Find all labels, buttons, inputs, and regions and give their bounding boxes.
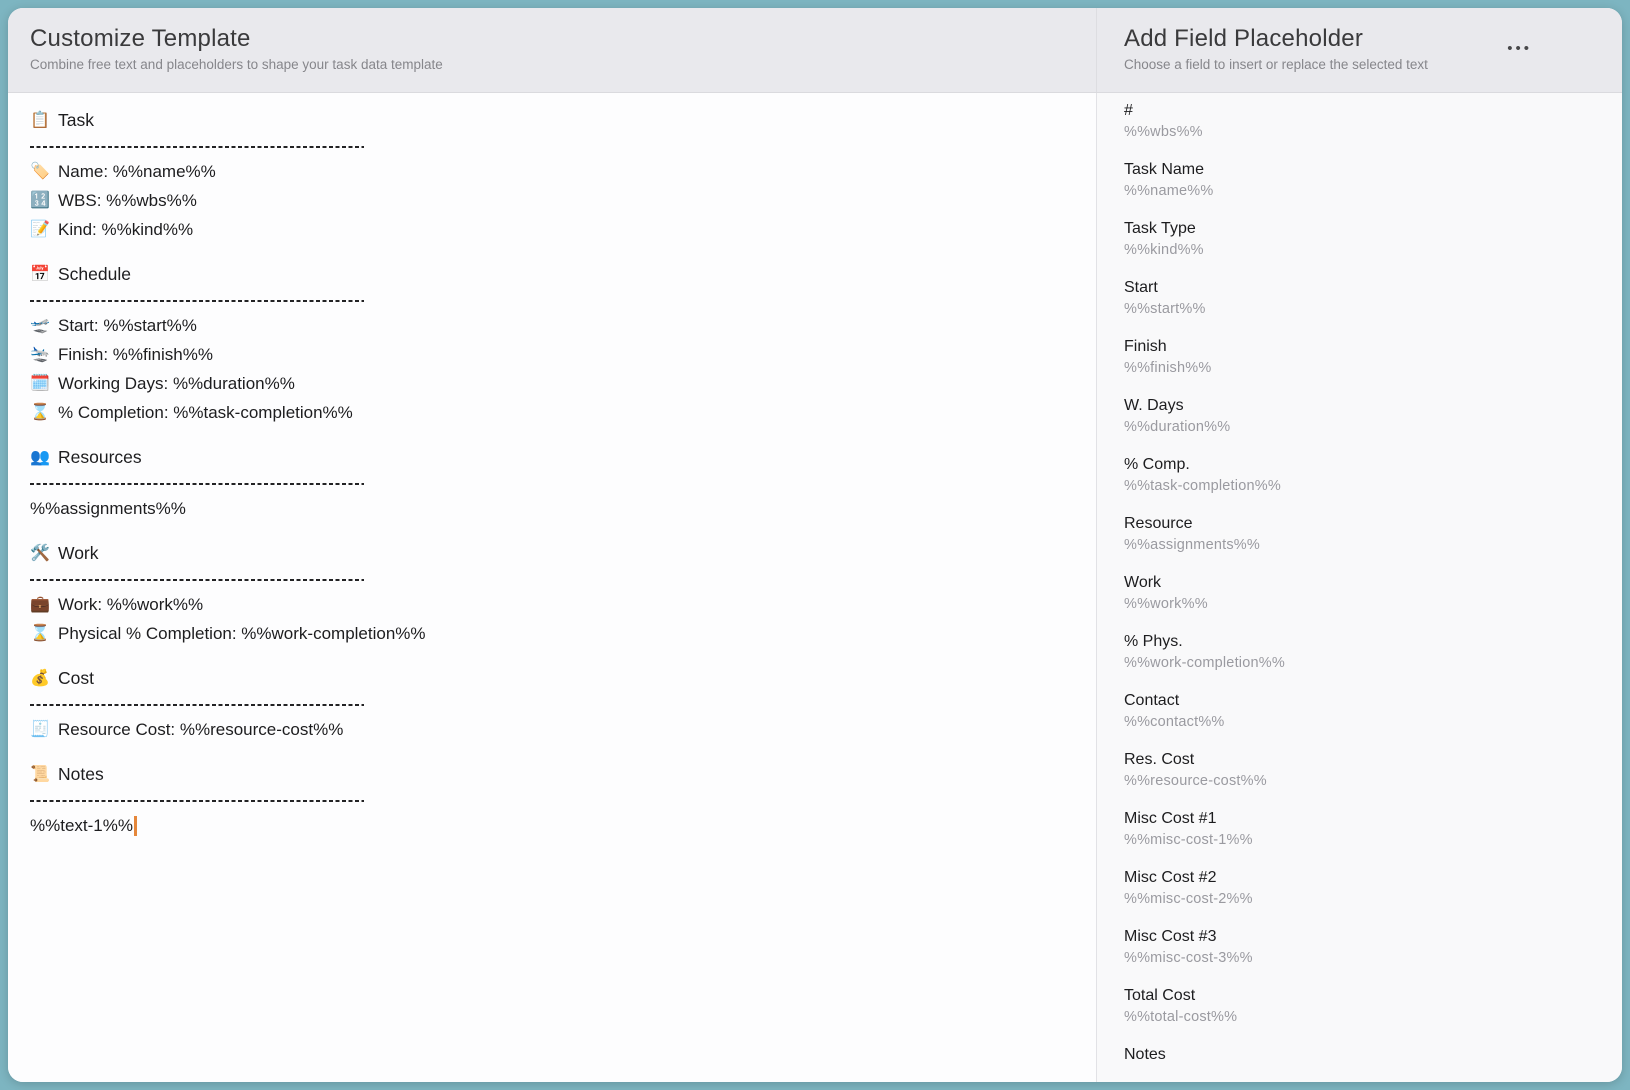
field-panel-subtitle: Choose a field to insert or replace the selected text bbox=[1124, 57, 1428, 72]
separator-line bbox=[30, 569, 1076, 590]
more-options-button[interactable]: ••• bbox=[1503, 41, 1536, 57]
line-text: Resource Cost: %%resource-cost%% bbox=[58, 719, 344, 739]
right-panel-header bbox=[1097, 8, 1622, 92]
field-placeholder-token: %%duration%% bbox=[1124, 419, 1231, 435]
field-label: Misc Cost #1 bbox=[1124, 810, 1217, 827]
field-item[interactable] bbox=[1124, 572, 1606, 615]
briefcase-icon: 💼 bbox=[30, 595, 50, 613]
line-text: Work: %%work%% bbox=[58, 594, 204, 614]
dialog-body bbox=[8, 93, 1622, 1082]
field-placeholder-token: %%misc-cost-3%% bbox=[1124, 950, 1253, 966]
dashed-rule bbox=[30, 579, 364, 581]
field-placeholder-token: %%assignments%% bbox=[1124, 537, 1260, 553]
money-bag-icon: 💰 bbox=[30, 669, 50, 687]
line-text: Name: %%name%% bbox=[58, 161, 216, 181]
line-text: Notes bbox=[58, 764, 104, 784]
field-item[interactable] bbox=[1124, 867, 1606, 910]
hammer-and-wrench-icon: 🛠️ bbox=[30, 544, 50, 562]
template-line bbox=[30, 715, 1076, 744]
field-item[interactable] bbox=[1124, 218, 1606, 261]
hourglass-icon: ⌛ bbox=[30, 624, 50, 642]
field-placeholder-token: %%start%% bbox=[1124, 301, 1206, 317]
hourglass-icon: ⌛ bbox=[30, 403, 50, 421]
field-placeholder-token: %%total-cost%% bbox=[1124, 1009, 1238, 1025]
line-text: Cost bbox=[58, 668, 94, 688]
template-line bbox=[30, 398, 1076, 427]
field-panel-title: Add Field Placeholder bbox=[1124, 25, 1364, 52]
field-label: Res. Cost bbox=[1124, 751, 1195, 768]
field-label: Task Name bbox=[1124, 161, 1205, 178]
field-label: % Comp. bbox=[1124, 456, 1190, 473]
spiral-calendar-icon: 🗓️ bbox=[30, 374, 50, 392]
separator-line bbox=[30, 473, 1076, 494]
template-line bbox=[30, 619, 1076, 648]
separator-line bbox=[30, 290, 1076, 311]
dashed-rule bbox=[30, 300, 364, 302]
separator-line bbox=[30, 694, 1076, 715]
template-line bbox=[30, 186, 1076, 215]
field-item[interactable] bbox=[1124, 690, 1606, 733]
template-line bbox=[30, 340, 1076, 369]
field-placeholder-token: %%kind%% bbox=[1124, 242, 1204, 258]
field-label: Misc Cost #3 bbox=[1124, 928, 1217, 945]
template-line bbox=[30, 311, 1076, 340]
line-text: % Completion: %%task-completion%% bbox=[58, 402, 353, 422]
line-text: WBS: %%wbs%% bbox=[58, 190, 197, 210]
airplane-departure-icon: 🛫 bbox=[30, 316, 50, 334]
section-heading bbox=[30, 259, 1076, 290]
field-item[interactable] bbox=[1124, 100, 1606, 143]
customize-template-dialog bbox=[8, 8, 1622, 1082]
section-heading bbox=[30, 663, 1076, 694]
field-item[interactable] bbox=[1124, 336, 1606, 379]
template-line bbox=[30, 811, 1076, 840]
line-text: Task bbox=[58, 110, 94, 130]
memo-icon: 📝 bbox=[30, 220, 50, 238]
receipt-icon: 🧾 bbox=[30, 720, 50, 738]
text-cursor-caret bbox=[134, 816, 137, 836]
line-text: Working Days: %%duration%% bbox=[58, 373, 295, 393]
field-label: Total Cost bbox=[1124, 987, 1196, 1004]
field-item[interactable] bbox=[1124, 277, 1606, 320]
field-item[interactable] bbox=[1124, 454, 1606, 497]
field-label: Resource bbox=[1124, 515, 1193, 532]
field-placeholder-token: %%task-completion%% bbox=[1124, 478, 1281, 494]
field-placeholder-token: %%resource-cost%% bbox=[1124, 773, 1267, 789]
line-text: Start: %%start%% bbox=[58, 315, 197, 335]
dashed-rule bbox=[30, 704, 364, 706]
line-text: Resources bbox=[58, 447, 142, 467]
field-label: Task Type bbox=[1124, 220, 1196, 237]
dashed-rule bbox=[30, 483, 364, 485]
template-line bbox=[30, 215, 1076, 244]
line-text: %%text-1%% bbox=[30, 815, 133, 835]
field-label: Finish bbox=[1124, 338, 1167, 355]
airplane-arrival-icon: 🛬 bbox=[30, 345, 50, 363]
field-placeholder-list bbox=[1097, 93, 1622, 1082]
field-item[interactable] bbox=[1124, 808, 1606, 851]
field-placeholder-token: %%name%% bbox=[1124, 183, 1214, 199]
section-heading bbox=[30, 759, 1076, 790]
field-item[interactable] bbox=[1124, 749, 1606, 792]
label-tag-icon: 🏷️ bbox=[30, 162, 50, 180]
field-placeholder-token: %%misc-cost-2%% bbox=[1124, 891, 1253, 907]
section-heading bbox=[30, 538, 1076, 569]
dialog-header bbox=[8, 8, 1622, 93]
line-text: Kind: %%kind%% bbox=[58, 219, 194, 239]
field-label: W. Days bbox=[1124, 397, 1184, 414]
line-text: Work bbox=[58, 543, 99, 563]
separator-line bbox=[30, 790, 1076, 811]
field-item[interactable] bbox=[1124, 395, 1606, 438]
field-label: % Phys. bbox=[1124, 633, 1183, 650]
field-item[interactable] bbox=[1124, 985, 1606, 1028]
line-text: Schedule bbox=[58, 264, 131, 284]
field-item[interactable] bbox=[1124, 513, 1606, 556]
field-placeholder-token: %%misc-cost-1%% bbox=[1124, 832, 1253, 848]
line-text: Finish: %%finish%% bbox=[58, 344, 213, 364]
field-label: Contact bbox=[1124, 692, 1180, 709]
field-item[interactable] bbox=[1124, 159, 1606, 202]
busts-in-silhouette-icon: 👥 bbox=[30, 448, 50, 466]
field-placeholder-token: %%wbs%% bbox=[1124, 124, 1203, 140]
field-label: Notes bbox=[1124, 1046, 1166, 1063]
template-line bbox=[30, 590, 1076, 619]
right-panel-header-text bbox=[1124, 23, 1428, 74]
field-placeholder-token: %%finish%% bbox=[1124, 360, 1212, 376]
template-line bbox=[30, 369, 1076, 398]
field-item[interactable] bbox=[1124, 1044, 1606, 1066]
template-editor[interactable] bbox=[8, 93, 1096, 1082]
field-label: Misc Cost #2 bbox=[1124, 869, 1217, 886]
line-text: Physical % Completion: %%work-completion%% bbox=[58, 623, 426, 643]
clipboard-icon: 📋 bbox=[30, 111, 50, 129]
separator-line bbox=[30, 136, 1076, 157]
field-label: # bbox=[1124, 102, 1133, 119]
field-placeholder-token: %%contact%% bbox=[1124, 714, 1225, 730]
field-placeholder-token: %%work-completion%% bbox=[1124, 655, 1285, 671]
template-line bbox=[30, 157, 1076, 186]
field-label: Start bbox=[1124, 279, 1158, 296]
line-text: %%assignments%% bbox=[30, 498, 186, 518]
field-item[interactable] bbox=[1124, 631, 1606, 674]
page-title: Customize Template bbox=[30, 25, 251, 52]
field-label: Work bbox=[1124, 574, 1162, 591]
field-placeholder-token: %%work%% bbox=[1124, 596, 1208, 612]
section-heading bbox=[30, 442, 1076, 473]
field-item[interactable] bbox=[1124, 926, 1606, 969]
input-numbers-icon: 🔢 bbox=[30, 191, 50, 209]
template-line bbox=[30, 494, 1076, 523]
section-heading bbox=[30, 105, 1076, 136]
dashed-rule bbox=[30, 146, 364, 148]
left-panel-header bbox=[8, 8, 1096, 92]
page-subtitle: Combine free text and placeholders to shape your task data template bbox=[30, 57, 443, 72]
calendar-icon: 📅 bbox=[30, 265, 50, 283]
scroll-icon: 📜 bbox=[30, 765, 50, 783]
dashed-rule bbox=[30, 800, 364, 802]
